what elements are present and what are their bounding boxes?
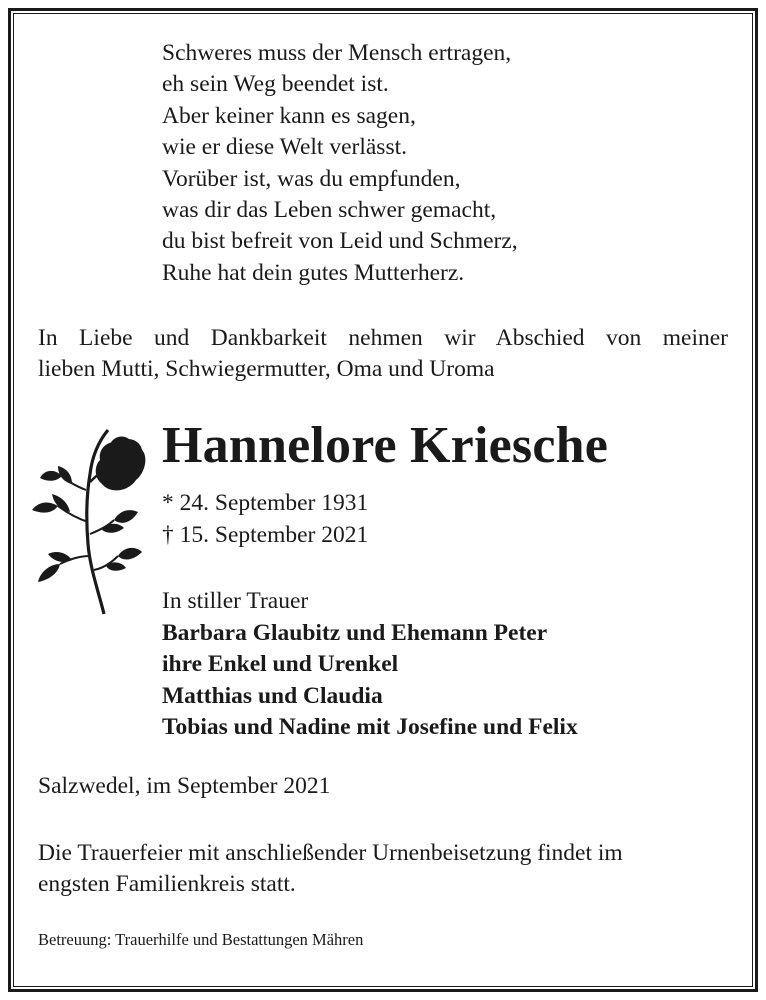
care-note: Betreuung: Trauerhilfe und Bestattungen Mähren <box>38 930 364 949</box>
intro-line: lieben Mutti, Schwiegermutter, Oma und Uroma <box>38 356 495 382</box>
poem-line: Ruhe hat dein gutes Mutterherz. <box>162 259 465 286</box>
poem-line: du bist befreit von Leid und Schmerz, <box>162 228 518 255</box>
ceremony-notice <box>38 838 728 900</box>
farewell-intro <box>38 323 728 385</box>
mourners-block <box>162 586 578 744</box>
ceremony-line: engsten Familienkreis statt. <box>38 871 296 897</box>
deceased-name: Hannelore Kriesche <box>162 417 609 474</box>
poem <box>162 38 518 289</box>
ceremony-line: Die Trauerfeier mit anschließender Urnenbeisetzung findet im <box>38 840 623 866</box>
poem-line: eh sein Weg beendet ist. <box>162 71 389 98</box>
rose-icon <box>28 422 156 622</box>
place-and-date: Salzwedel, im September 2021 <box>38 773 331 799</box>
poem-line: Aber keiner kann es sagen, <box>162 102 416 129</box>
death-date: † 15. September 2021 <box>162 521 369 548</box>
life-dates <box>162 488 368 551</box>
mourner-name: Barbara Glaubitz und Ehemann Peter <box>162 619 548 646</box>
intro-line: In Liebe und Dankbarkeit nehmen wir Abschied von meiner <box>38 325 728 351</box>
poem-line: was dir das Leben schwer gemacht, <box>162 197 497 224</box>
mourner-name: Tobias und Nadine mit Josefine und Felix <box>162 714 578 740</box>
mourner-name: Matthias und Claudia <box>162 682 383 709</box>
mourning-heading: In stiller Trauer <box>162 588 309 614</box>
poem-line: wie er diese Welt verlässt. <box>162 134 407 161</box>
poem-line: Schweres muss der Mensch ertragen, <box>162 40 512 66</box>
birth-date: * 24. September 1931 <box>162 490 369 516</box>
poem-line: Vorüber ist, was du empfunden, <box>162 165 461 192</box>
mourner-name: ihre Enkel und Urenkel <box>162 651 399 677</box>
